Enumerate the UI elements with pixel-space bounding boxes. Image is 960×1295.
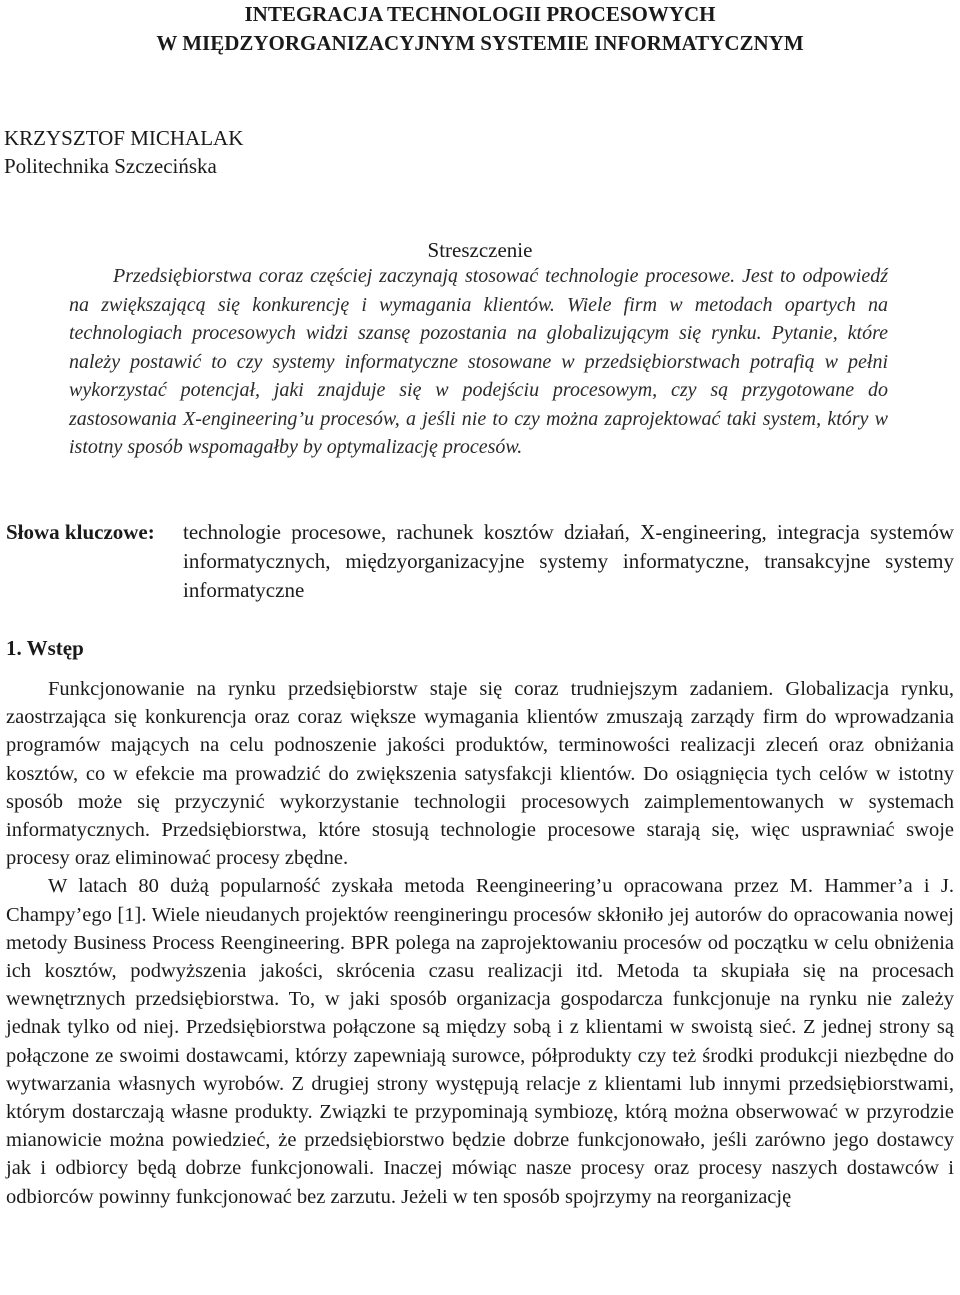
title-line-2: W MIĘDZYORGANIZACYJNYM SYSTEMIE INFORMATYCZNYM <box>156 31 804 55</box>
keywords-label: Słowa kluczowe: <box>6 520 155 544</box>
author-name: KRZYSZTOF MICHALAK <box>4 126 244 150</box>
keywords-block <box>6 518 954 605</box>
section-body <box>6 675 954 1211</box>
body-paragraph: Funkcjonowanie na rynku przedsiębiorstw staje się coraz trudniejszym zadaniem. Globalizacja rynku, zaostrzająca się konkurencja oraz coraz większe wymagania klientów zmuszają zarządy firm do wprowadzania programów mających na celu podnoszenie jakości produktów, terminowości realizacji zleceń oraz obniżania kosztów, co w efekcie ma prowadzić do zwiększenia satysfakcji klientów. Do osiągnięcia tych celów w istotny sposób może się przyczynić wykorzystanie technologii procesowych zaimplementowanych w systemach informatycznych. Przedsiębiorstwa, które stosują technologie procesowe starają się, więc usprawniać swoje procesy oraz eliminować procesy zbędne. <box>6 678 954 870</box>
abstract-heading: Streszczenie <box>427 238 533 262</box>
title-line-1: INTEGRACJA TECHNOLOGII PROCESOWYCH <box>244 2 716 26</box>
abstract-text: Przedsiębiorstwa coraz częściej zaczynają stosować technologie procesowe. Jest to odpowiedź na zwiększającą się konkurencję i wymagania klientów. Wiele firm w metodach opartych na technologiach procesowych widzi szansę pozostania na globalizującym się rynku. Pytanie, które należy postawić to czy systemy informatyczne stosowane w przedsiębiorstwach potrafią w pełni wykorzystać potencjał, jaki znajduje się w podejściu procesowym, czy są przygotowane do zastosowania X-engineering’u procesów, a jeśli nie to czy można zaprojektować taki system, który w istotny sposób wspomagałby by optymalizację procesów. <box>69 265 888 458</box>
body-paragraph: W latach 80 dużą popularność zyskała metoda Reengineering’u opracowana przez M. Hammer’a i J. Champy’ego [1]. Wiele nieudanych projektów reengineringu procesów skłoniło jej autorów do opracowania nowej metody Business Process Reengineering. BPR polega na zaprojektowaniu procesów od początku w celu obniżenia ich kosztów, podwyższenia jakości, skrócenia czasu realizacji itd. Metoda ta skupiała się na procesach wewnętrznych przedsiębiorstwa. To, w jaki sposób organizacja gospodarcza funkcjonuje na rynku nie zależy jednak tylko od niej. Przedsiębiorstwa połączone są między sobą i z klientami w swoistą sieć. Z jednej strony są połączone ze swoimi dostawcami, którzy zapewniają surowce, półprodukty czy też środki produkcji niezbędne do wytwarzania własnych wyrobów. Z drugiej strony występują relacje z klientami lub innymi przedsiębiorstwami, którym dostarczają własne produkty. Związki te przypominają symbiozę, którą można obserwować w przyrodzie mianowicie można powiedzieć, że przedsiębiorstwo będzie dobrze funkcjonowało, jeśli zarówno jego dostawcy jak i odbiorcy będą dobrze funkcjonowali. Inaczej mówiąc nasze procesy oraz procesy naszych dostawców i odbiorców powinny funkcjonować bez zarzutu. Jeżeli w ten sposób spojrzymy na reorganizację <box>6 875 954 1208</box>
author-affiliation: Politechnika Szczecińska <box>4 154 217 178</box>
section-heading: 1. Wstęp <box>6 636 84 660</box>
paper-title <box>0 0 960 58</box>
keywords-text: technologie procesowe, rachunek kosztów działań, X-engineering, integracja systemów informatycznych, międzyorganizacyjne systemy informatyczne, transakcyjne systemy informatyczne <box>183 520 954 602</box>
